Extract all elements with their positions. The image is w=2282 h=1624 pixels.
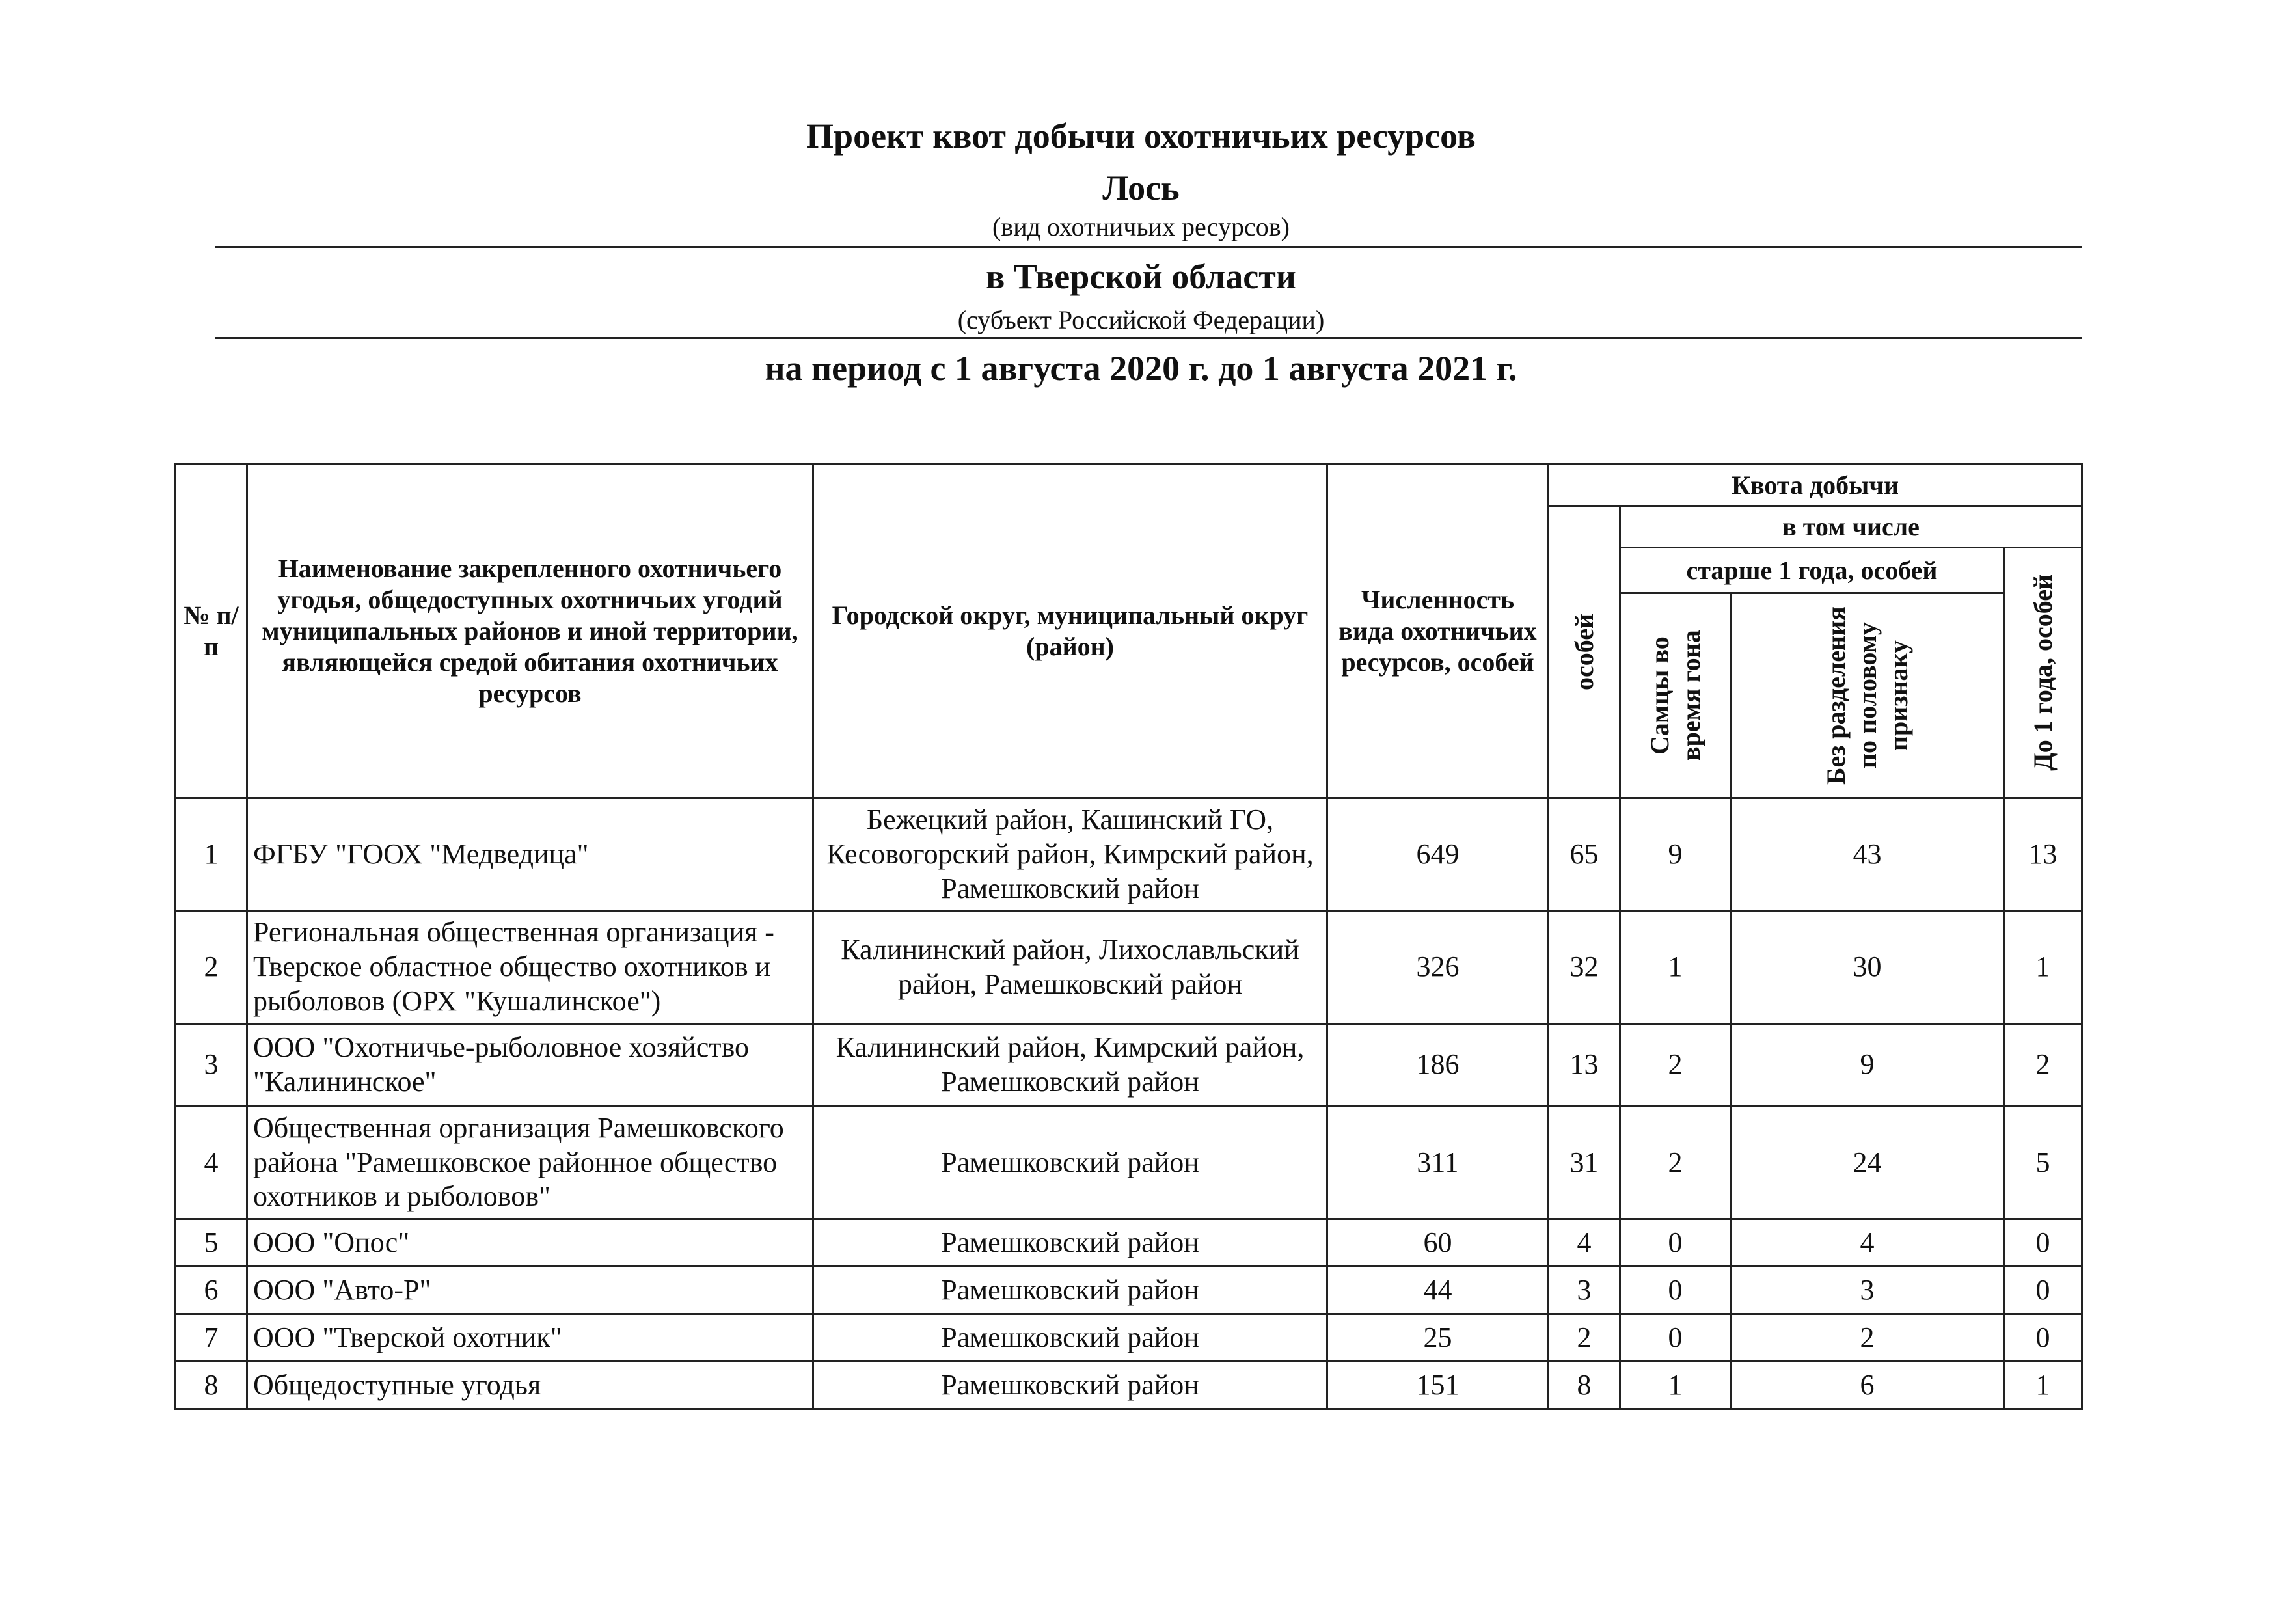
period-value: на период с 1 августа 2020 г. до 1 августа 2021 г. xyxy=(765,349,1517,388)
col-header-males-text: Самцы во время гона xyxy=(1644,630,1705,761)
quota-table-body xyxy=(176,798,2082,1409)
cell-name: Общественная организация Рамешковского района "Рамешковское районное общество охотников и рыболовов" xyxy=(247,1106,813,1219)
cell-males: 0 xyxy=(1620,1314,1731,1362)
cell-name: Региональная общественная организация - Тверское областное общество охотников и рыболовов (ОРХ "Кушалинское") xyxy=(247,911,813,1023)
cell-males: 0 xyxy=(1620,1267,1731,1314)
region-value: в Тверской области xyxy=(986,257,1296,296)
col-header-num: № п/п xyxy=(176,465,247,798)
cell-under1: 1 xyxy=(2004,911,2082,1023)
cell-under1: 5 xyxy=(2004,1106,2082,1219)
cell-district: Калининский район, Кимрский район, Рамешковский район xyxy=(813,1023,1327,1106)
cell-no-sex: 43 xyxy=(1731,798,2004,911)
cell-no-sex: 2 xyxy=(1731,1314,2004,1362)
cell-no-sex: 30 xyxy=(1731,911,2004,1023)
cell-population: 326 xyxy=(1327,911,1549,1023)
cell-under1: 0 xyxy=(2004,1314,2082,1362)
cell-no-sex: 6 xyxy=(1731,1362,2004,1409)
table-row xyxy=(176,1219,2082,1267)
col-header-total xyxy=(1549,506,1620,798)
cell-name: ООО "Авто-Р" xyxy=(247,1267,813,1314)
cell-population: 186 xyxy=(1327,1023,1549,1106)
cell-district: Рамешковский район xyxy=(813,1314,1327,1362)
cell-total: 8 xyxy=(1549,1362,1620,1409)
cell-no-sex: 24 xyxy=(1731,1106,2004,1219)
cell-num: 8 xyxy=(176,1362,247,1409)
cell-num: 7 xyxy=(176,1314,247,1362)
col-header-quota: Квота добычи xyxy=(1549,465,2082,506)
col-header-population: Численность вида охотничьих ресурсов, особей xyxy=(1327,465,1549,798)
cell-no-sex: 4 xyxy=(1731,1219,2004,1267)
cell-name: ФГБУ "ГООХ "Медведица" xyxy=(247,798,813,911)
col-header-district: Городской округ, муниципальный округ (район) xyxy=(813,465,1327,798)
col-header-no-sex xyxy=(1731,593,2004,798)
cell-under1: 0 xyxy=(2004,1219,2082,1267)
cell-males: 1 xyxy=(1620,1362,1731,1409)
cell-name: ООО "Опос" xyxy=(247,1219,813,1267)
cell-district: Бежецкий район, Кашинский ГО, Кесовогорский район, Кимрский район, Рамешковский район xyxy=(813,798,1327,911)
cell-males: 2 xyxy=(1620,1106,1731,1219)
cell-under1: 13 xyxy=(2004,798,2082,911)
cell-population: 311 xyxy=(1327,1106,1549,1219)
cell-under1: 0 xyxy=(2004,1267,2082,1314)
cell-district: Рамешковский район xyxy=(813,1219,1327,1267)
cell-no-sex: 3 xyxy=(1731,1267,2004,1314)
table-row xyxy=(176,1023,2082,1106)
quota-table xyxy=(174,463,2083,1410)
table-row xyxy=(176,1314,2082,1362)
cell-under1: 1 xyxy=(2004,1362,2082,1409)
cell-population: 44 xyxy=(1327,1267,1549,1314)
species-value: Лось xyxy=(1102,169,1180,208)
cell-num: 5 xyxy=(176,1219,247,1267)
region-underline xyxy=(215,337,2082,339)
cell-district: Калининский район, Лихославльский район, Рамешковский район xyxy=(813,911,1327,1023)
cell-num: 2 xyxy=(176,911,247,1023)
cell-num: 6 xyxy=(176,1267,247,1314)
table-row xyxy=(176,1267,2082,1314)
species-underline xyxy=(215,246,2082,248)
cell-num: 1 xyxy=(176,798,247,911)
cell-total: 3 xyxy=(1549,1267,1620,1314)
cell-population: 25 xyxy=(1327,1314,1549,1362)
cell-males: 0 xyxy=(1620,1219,1731,1267)
col-header-under1 xyxy=(2004,548,2082,798)
col-header-including: в том числе xyxy=(1620,506,2082,548)
table-row xyxy=(176,1106,2082,1219)
cell-name: ООО "Тверской охотник" xyxy=(247,1314,813,1362)
document-title: Проект квот добычи охотничьих ресурсов xyxy=(806,116,1476,156)
col-header-males xyxy=(1620,593,1731,798)
cell-population: 60 xyxy=(1327,1219,1549,1267)
cell-total: 32 xyxy=(1549,911,1620,1023)
col-header-older: старше 1 года, особей xyxy=(1620,548,2004,593)
species-caption: (вид охотничьих ресурсов) xyxy=(992,212,1290,241)
cell-district: Рамешковский район xyxy=(813,1267,1327,1314)
cell-num: 4 xyxy=(176,1106,247,1219)
cell-total: 13 xyxy=(1549,1023,1620,1106)
col-header-name: Наименование закрепленного охотничьего угодья, общедоступных охотничьих угодий муниципальных районов и иной территории, являющейся средой обитания охотничьих ресурсов xyxy=(247,465,813,798)
cell-no-sex: 9 xyxy=(1731,1023,2004,1106)
cell-name: Общедоступные угодья xyxy=(247,1362,813,1409)
cell-males: 1 xyxy=(1620,911,1731,1023)
cell-under1: 2 xyxy=(2004,1023,2082,1106)
table-row xyxy=(176,911,2082,1023)
cell-males: 2 xyxy=(1620,1023,1731,1106)
cell-males: 9 xyxy=(1620,798,1731,911)
cell-population: 151 xyxy=(1327,1362,1549,1409)
col-header-no-sex-text: Без разделения по половому признаку xyxy=(1821,606,1913,785)
cell-name: ООО "Охотничье-рыболовное хозяйство "Калининское" xyxy=(247,1023,813,1106)
cell-district: Рамешковский район xyxy=(813,1362,1327,1409)
cell-total: 65 xyxy=(1549,798,1620,911)
cell-total: 4 xyxy=(1549,1219,1620,1267)
cell-num: 3 xyxy=(176,1023,247,1106)
col-header-total-text: особей xyxy=(1569,613,1599,691)
table-row xyxy=(176,798,2082,911)
cell-total: 2 xyxy=(1549,1314,1620,1362)
cell-population: 649 xyxy=(1327,798,1549,911)
cell-district: Рамешковский район xyxy=(813,1106,1327,1219)
cell-total: 31 xyxy=(1549,1106,1620,1219)
table-row xyxy=(176,1362,2082,1409)
col-header-under1-text: До 1 года, особей xyxy=(2028,575,2058,771)
region-caption: (субъект Российской Федерации) xyxy=(957,305,1325,334)
